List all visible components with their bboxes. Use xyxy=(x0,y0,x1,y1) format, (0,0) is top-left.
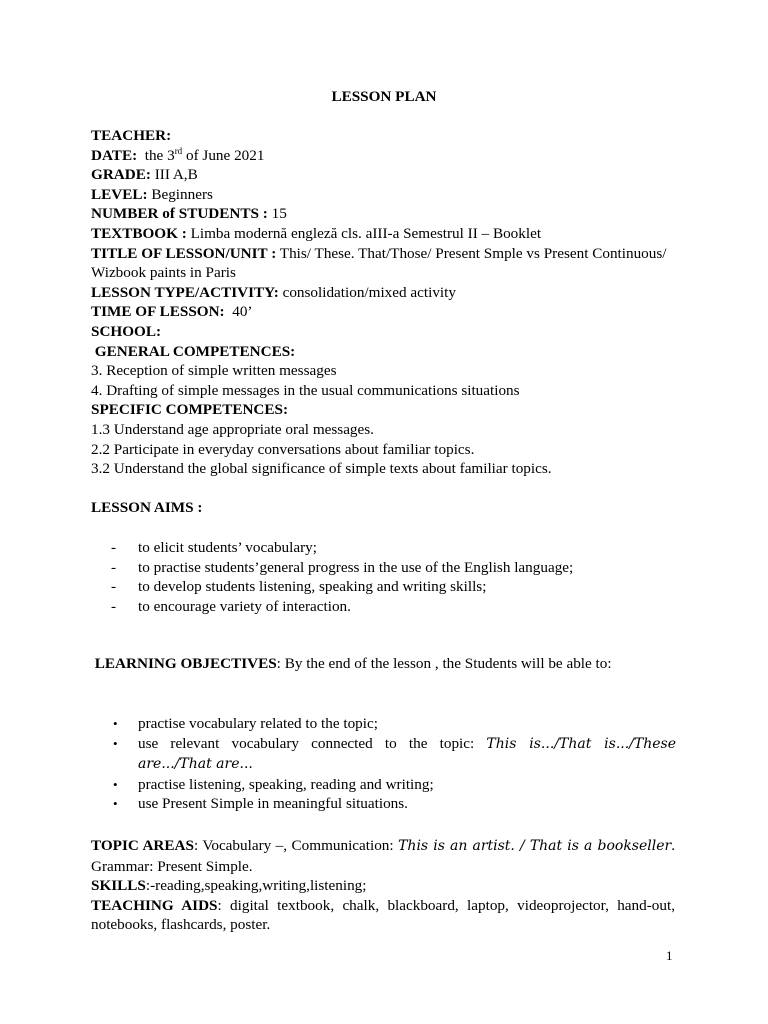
general-competence-item: 4. Drafting of simple messages in the usual communications situations xyxy=(91,381,520,399)
aim-text: to encourage variety of interaction. xyxy=(138,597,351,615)
level-line xyxy=(91,185,681,205)
date-value-post: of June 2021 xyxy=(182,146,265,164)
lesson-title-value: This/ These. That/Those/ Present Smple vs Present Continuous/ Wizbook paints in Paris xyxy=(91,244,667,282)
grade-line xyxy=(91,165,681,185)
time-line xyxy=(91,302,681,322)
specific-competences-heading xyxy=(91,400,681,420)
grade-value: III A,B xyxy=(154,166,198,184)
teacher-label: TEACHER: xyxy=(91,127,172,144)
list-item xyxy=(111,538,671,558)
level-value: Beginners xyxy=(151,185,213,203)
topic-areas-paragraph xyxy=(91,836,675,876)
list-item xyxy=(111,558,671,578)
list-item xyxy=(110,794,676,814)
school-line xyxy=(91,322,681,342)
students-label: NUMBER of STUDENTS : xyxy=(91,205,268,223)
students-line xyxy=(91,204,681,224)
textbook-line xyxy=(91,224,681,244)
topic-areas-label: TOPIC AREAS xyxy=(91,837,194,854)
objective-text: use relevant vocabulary connected to the topic: xyxy=(138,734,487,752)
general-competences-label: GENERAL COMPETENCES: xyxy=(94,342,296,360)
aim-text: to elicit students’ vocabulary; xyxy=(138,539,317,556)
lesson-header-block xyxy=(91,126,681,479)
teaching-aids-label: TEACHING AIDS xyxy=(91,896,218,914)
objective-example: This is.../That is.../These are.../That are... xyxy=(138,735,677,773)
time-value: 40’ xyxy=(232,303,253,321)
lesson-title-line xyxy=(91,244,681,283)
teaching-aids-paragraph xyxy=(91,896,675,935)
learning-objectives-list xyxy=(110,714,676,814)
aim-text: to develop students listening, speaking and writing skills; xyxy=(138,578,487,596)
date-value-pre: the 3 xyxy=(144,146,175,164)
dash-marker: - xyxy=(111,578,117,596)
textbook-label: TEXTBOOK : xyxy=(91,224,187,242)
learning-objectives-paragraph xyxy=(91,654,675,674)
grade-label: GRADE: xyxy=(91,166,151,184)
date-label: DATE: xyxy=(91,146,138,164)
specific-competences-label: SPECIFIC COMPETENCES: xyxy=(91,401,289,419)
skills-label: SKILLS xyxy=(91,877,146,895)
topic-areas-block xyxy=(91,836,675,935)
students-value: 15 xyxy=(271,205,287,223)
skills-value: :-reading,speaking,writing,listening; xyxy=(145,877,367,895)
list-item xyxy=(110,775,676,795)
bullet-marker: • xyxy=(113,776,118,792)
document-title: LESSON PLAN xyxy=(331,88,437,105)
general-competence-item: 3. Reception of simple written messages xyxy=(91,362,337,380)
specific-competence-item: 3.2 Understand the global significance of simple texts about familiar topics. xyxy=(91,460,552,478)
lesson-aims-list xyxy=(111,538,671,616)
lesson-title-label: TITLE OF LESSON/UNIT : xyxy=(91,244,277,262)
list-item xyxy=(111,577,671,597)
lesson-aims-heading: LESSON AIMS : xyxy=(91,499,203,516)
list-item xyxy=(110,734,676,775)
bullet-marker: • xyxy=(113,796,118,812)
date-value-sup: rd xyxy=(174,145,183,156)
objective-text: practise listening, speaking, reading and writing; xyxy=(138,775,434,793)
topic-areas-example: This is an artist. / That is a bookseller xyxy=(398,838,672,854)
general-competences-heading xyxy=(91,342,681,362)
level-label: LEVEL: xyxy=(91,185,148,203)
list-item xyxy=(111,597,671,617)
bullet-marker: • xyxy=(113,716,118,731)
time-label: TIME OF LESSON: xyxy=(91,303,225,321)
page-number: 1 xyxy=(666,948,673,963)
topic-areas-text-2: . Grammar: Present Simple. xyxy=(91,837,676,875)
date-line xyxy=(91,146,681,166)
objective-text: use Present Simple in meaningful situations. xyxy=(138,795,408,813)
learning-objectives-label: LEARNING OBJECTIVES xyxy=(94,655,277,672)
list-item xyxy=(110,714,676,734)
learning-objectives-text: : By the end of the lesson , the Students will be able to: xyxy=(276,655,612,672)
lesson-type-line xyxy=(91,283,681,303)
bullet-marker: • xyxy=(113,735,118,751)
lesson-type-label: LESSON TYPE/ACTIVITY: xyxy=(91,283,279,301)
topic-areas-text-1: : Vocabulary –, Communication: xyxy=(193,837,399,854)
objective-text: practise vocabulary related to the topic; xyxy=(138,715,378,732)
teacher-line xyxy=(91,126,681,146)
textbook-value: Limba modernă engleză cls. aIII-a Semestrul II – Booklet xyxy=(190,224,542,242)
specific-competence-item: 1.3 Understand age appropriate oral messages. xyxy=(91,420,374,438)
dash-marker: - xyxy=(111,558,117,576)
dash-marker: - xyxy=(111,597,117,615)
lesson-type-value: consolidation/mixed activity xyxy=(282,283,456,301)
school-label: SCHOOL: xyxy=(91,322,162,340)
teaching-aids-value: : digital textbook, chalk, blackboard, laptop, videoprojector, hand-out, notebooks, flashcards, poster. xyxy=(91,896,675,934)
aim-text: to practise students’general progress in the use of the English language; xyxy=(138,558,574,576)
specific-competence-item: 2.2 Participate in everyday conversations about familiar topics. xyxy=(91,440,475,458)
dash-marker: - xyxy=(111,539,117,556)
skills-line xyxy=(91,876,675,896)
